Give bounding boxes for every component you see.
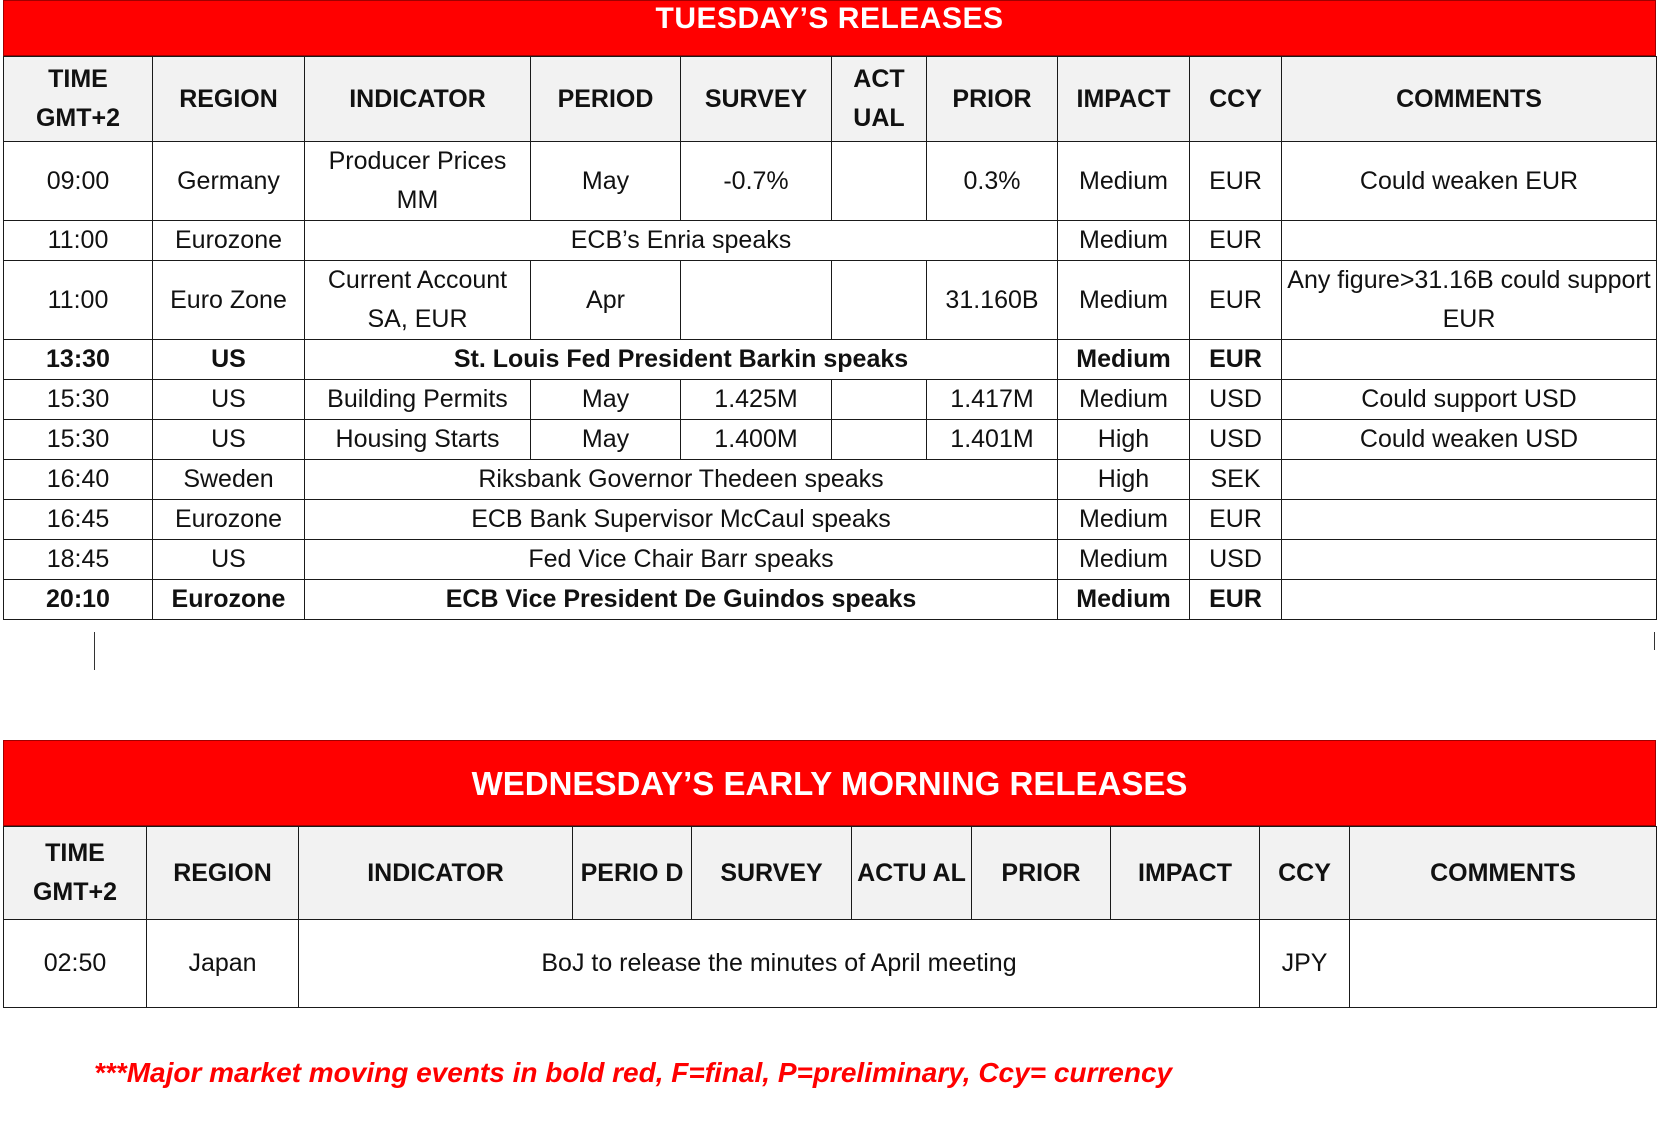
cell-time: 16:45: [4, 500, 153, 540]
cell-time: 15:30: [4, 380, 153, 420]
header-indicator: INDICATOR: [299, 827, 573, 920]
table-row: [4, 380, 1657, 420]
cell-region: US: [153, 340, 305, 380]
cell-actual: [832, 261, 927, 340]
header-actual: ACT UAL: [832, 57, 927, 142]
cell-survey: -0.7%: [681, 142, 832, 221]
header-period: PERIO D: [573, 827, 692, 920]
cell-prior: 1.401M: [927, 420, 1058, 460]
divider-line: [94, 632, 95, 670]
table-row: [4, 142, 1657, 221]
header-actual: ACTU AL: [852, 827, 972, 920]
cell-time: 13:30: [4, 340, 153, 380]
cell-impact: Medium: [1058, 380, 1190, 420]
header-prior: PRIOR: [972, 827, 1111, 920]
cell-indicator: Producer Prices MM: [305, 142, 531, 221]
header-impact: IMPACT: [1058, 57, 1190, 142]
cell-ccy: EUR: [1190, 340, 1282, 380]
tuesday-table: [3, 56, 1657, 620]
cell-event: Fed Vice Chair Barr speaks: [305, 540, 1058, 580]
header-impact: IMPACT: [1111, 827, 1260, 920]
cell-impact: Medium: [1058, 580, 1190, 620]
table-row: [4, 420, 1657, 460]
cell-event: Riksbank Governor Thedeen speaks: [305, 460, 1058, 500]
cell-impact: Medium: [1058, 261, 1190, 340]
header-indicator: INDICATOR: [305, 57, 531, 142]
cell-impact: Medium: [1058, 540, 1190, 580]
cell-actual: [832, 380, 927, 420]
cell-comments: [1282, 540, 1657, 580]
cell-period: May: [531, 420, 681, 460]
cell-comments: Could weaken EUR: [1282, 142, 1657, 221]
cell-impact: Medium: [1058, 500, 1190, 540]
header-region: REGION: [153, 57, 305, 142]
table-row: [4, 340, 1657, 380]
cell-event: ECB Bank Supervisor McCaul speaks: [305, 500, 1058, 540]
cell-comments: [1282, 221, 1657, 261]
cell-event: ECB Vice President De Guindos speaks: [305, 580, 1058, 620]
cell-period: May: [531, 142, 681, 221]
header-region: REGION: [147, 827, 299, 920]
cell-region: Japan: [147, 920, 299, 1008]
cell-prior: 0.3%: [927, 142, 1058, 221]
cell-period: Apr: [531, 261, 681, 340]
cell-indicator: Building Permits: [305, 380, 531, 420]
header-survey: SURVEY: [681, 57, 832, 142]
cell-comments: Could support USD: [1282, 380, 1657, 420]
header-comments: COMMENTS: [1350, 827, 1657, 920]
wednesday-header-row: [4, 827, 1657, 920]
cell-event: BoJ to release the minutes of April meeting: [299, 920, 1260, 1008]
cell-time: 15:30: [4, 420, 153, 460]
cell-survey: 1.400M: [681, 420, 832, 460]
cell-impact: Medium: [1058, 142, 1190, 221]
table-row: [4, 500, 1657, 540]
header-comments: COMMENTS: [1282, 57, 1657, 142]
cell-comments: Any figure>31.16B could support EUR: [1282, 261, 1657, 340]
cell-region: Eurozone: [153, 221, 305, 261]
cell-impact: Medium: [1058, 340, 1190, 380]
cell-impact: Medium: [1058, 221, 1190, 261]
header-time: TIME GMT+2: [4, 57, 153, 142]
cell-prior: 31.160B: [927, 261, 1058, 340]
cell-time: 02:50: [4, 920, 147, 1008]
cell-region: Sweden: [153, 460, 305, 500]
cell-actual: [832, 420, 927, 460]
table-row: [4, 221, 1657, 261]
cell-region: Euro Zone: [153, 261, 305, 340]
table-row: [4, 920, 1657, 1008]
cell-time: 11:00: [4, 261, 153, 340]
cell-survey: [681, 261, 832, 340]
table-row: [4, 460, 1657, 500]
cell-time: 16:40: [4, 460, 153, 500]
wednesday-section: [3, 740, 1656, 1008]
cell-period: May: [531, 380, 681, 420]
header-ccy: CCY: [1190, 57, 1282, 142]
cell-region: US: [153, 420, 305, 460]
cell-comments: [1282, 340, 1657, 380]
tuesday-title: TUESDAY’S RELEASES: [3, 0, 1656, 56]
cell-comments: [1282, 460, 1657, 500]
header-ccy: CCY: [1260, 827, 1350, 920]
wednesday-title: WEDNESDAY’S EARLY MORNING RELEASES: [3, 740, 1656, 826]
cell-ccy: EUR: [1190, 580, 1282, 620]
cell-event: St. Louis Fed President Barkin speaks: [305, 340, 1058, 380]
header-period: PERIOD: [531, 57, 681, 142]
footnote: ***Major market moving events in bold red, F=final, P=preliminary, Ccy= currency: [94, 1057, 1173, 1088]
cell-region: Eurozone: [153, 500, 305, 540]
header-prior: PRIOR: [927, 57, 1058, 142]
cell-region: US: [153, 540, 305, 580]
header-survey: SURVEY: [692, 827, 852, 920]
divider-line: [1654, 632, 1655, 650]
cell-actual: [832, 142, 927, 221]
cell-comments: [1282, 500, 1657, 540]
cell-region: Germany: [153, 142, 305, 221]
cell-ccy: USD: [1190, 540, 1282, 580]
cell-time: 11:00: [4, 221, 153, 261]
cell-ccy: EUR: [1190, 142, 1282, 221]
cell-prior: 1.417M: [927, 380, 1058, 420]
table-row: [4, 261, 1657, 340]
cell-indicator: Housing Starts: [305, 420, 531, 460]
cell-ccy: USD: [1190, 380, 1282, 420]
cell-comments: [1350, 920, 1657, 1008]
table-row: [4, 580, 1657, 620]
cell-time: 20:10: [4, 580, 153, 620]
cell-impact: High: [1058, 460, 1190, 500]
cell-comments: [1282, 580, 1657, 620]
tuesday-section: [3, 0, 1656, 620]
cell-impact: High: [1058, 420, 1190, 460]
cell-region: Eurozone: [153, 580, 305, 620]
cell-comments: Could weaken USD: [1282, 420, 1657, 460]
cell-ccy: EUR: [1190, 221, 1282, 261]
cell-ccy: EUR: [1190, 500, 1282, 540]
cell-region: US: [153, 380, 305, 420]
table-row: [4, 540, 1657, 580]
cell-ccy: EUR: [1190, 261, 1282, 340]
cell-survey: 1.425M: [681, 380, 832, 420]
cell-event: ECB’s Enria speaks: [305, 221, 1058, 261]
cell-time: 18:45: [4, 540, 153, 580]
cell-indicator: Current Account SA, EUR: [305, 261, 531, 340]
cell-time: 09:00: [4, 142, 153, 221]
wednesday-table: [3, 826, 1657, 1008]
tuesday-header-row: [4, 57, 1657, 142]
cell-ccy: USD: [1190, 420, 1282, 460]
header-time: TIME GMT+2: [4, 827, 147, 920]
cell-ccy: SEK: [1190, 460, 1282, 500]
cell-ccy: JPY: [1260, 920, 1350, 1008]
